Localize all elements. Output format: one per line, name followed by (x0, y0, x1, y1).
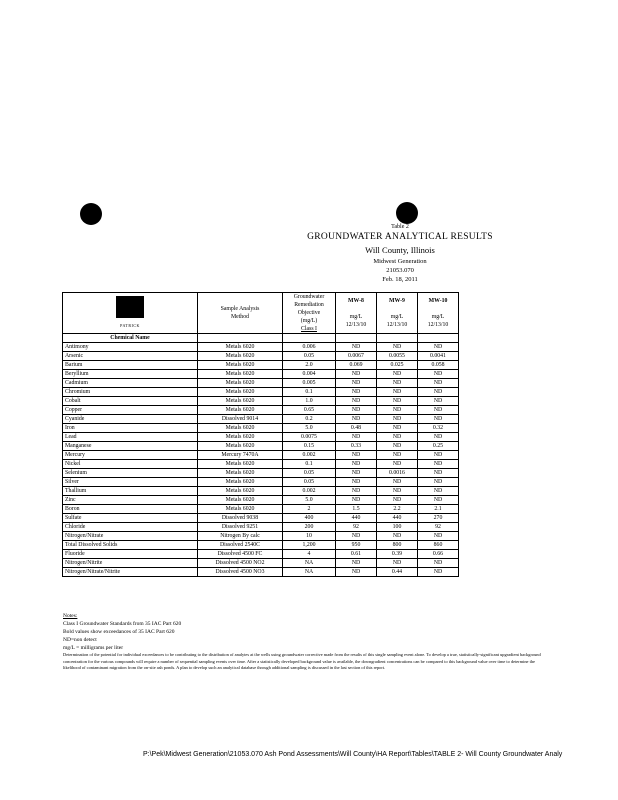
chemical-name: Chloride (63, 523, 198, 532)
mw8-value: 950 (336, 541, 377, 550)
analysis-method: Metals 6020 (198, 424, 283, 433)
notes-section (63, 612, 543, 672)
table-row (63, 550, 459, 559)
mw9-value: ND (377, 487, 418, 496)
standard-value: 1,200 (283, 541, 336, 550)
mw10-value: 0.66 (418, 550, 459, 559)
mw9-value: ND (377, 370, 418, 379)
analysis-method: Nitrogen By calc (198, 532, 283, 541)
analysis-method: Metals 6020 (198, 361, 283, 370)
table-row (63, 487, 459, 496)
table-row (63, 478, 459, 487)
chemical-name: Nitrogen/Nitrate/Nitrite (63, 568, 198, 577)
table-row (63, 424, 459, 433)
mw9-value: ND (377, 478, 418, 487)
mw9-value: 2.2 (377, 505, 418, 514)
table-row (63, 505, 459, 514)
table-row (63, 352, 459, 361)
standard-value: 2 (283, 505, 336, 514)
chemical-name: Chromium (63, 388, 198, 397)
location: Will County, Illinois (365, 245, 435, 255)
mw9-value: ND (377, 397, 418, 406)
mw10-value: 2.1 (418, 505, 459, 514)
mw8-value: ND (336, 532, 377, 541)
standard-value: 1.0 (283, 397, 336, 406)
chemical-name: Sulfate (63, 514, 198, 523)
mw9-value: ND (377, 460, 418, 469)
analysis-method: Metals 6020 (198, 478, 283, 487)
file-path-footer: P:\Pek\Midwest Generation\21053.070 Ash Pond Assessments\Will County\HA Report\Tables\TABLE 2- Will County Groundwater Analy (143, 751, 563, 758)
mw10-value: 0.058 (418, 361, 459, 370)
project-number: 21053.070 (386, 267, 414, 274)
mw9-value: 440 (377, 514, 418, 523)
analysis-method: Metals 6020 (198, 406, 283, 415)
mw10-value: ND (418, 559, 459, 568)
table-row (63, 496, 459, 505)
mw9-value: ND (377, 406, 418, 415)
analysis-method: Dissolved 4500 NO3 (198, 568, 283, 577)
analysis-method: Dissolved 9251 (198, 523, 283, 532)
mw8-value: ND (336, 397, 377, 406)
chemical-name: Cobalt (63, 397, 198, 406)
mw9-value: ND (377, 451, 418, 460)
mw9-value: 800 (377, 541, 418, 550)
mw9-value: 0.0055 (377, 352, 418, 361)
mw8-value: 0.48 (336, 424, 377, 433)
note-paragraph: Determination of the potential for individual exceedances to be contributing to the distribution of analytes at the wells using groundwater corrective made from the results of this single sampling event alone. To develop a true, statistically-significant upgradient background concentration for the various compounds will require a number of sequential sampling events over time. After a statistically developed background value is available, the downgradient concentrations can be compared to this background value over time to determine the likelihood of contaminant migration from the on-site ash ponds. A plan to develop such an analytical database through additional sampling is discussed in the last section of this report. (63, 652, 541, 670)
table-row (63, 514, 459, 523)
mw10-value: ND (418, 370, 459, 379)
mw10-value: 92 (418, 523, 459, 532)
chemical-name: Total Dissolved Solids (63, 541, 198, 550)
chemical-name: Nickel (63, 460, 198, 469)
mw9-value: 100 (377, 523, 418, 532)
mw10-value: ND (418, 406, 459, 415)
chemical-name-header: Chemical Name (63, 334, 198, 343)
mw8-value: 1.5 (336, 505, 377, 514)
mw9-value: ND (377, 379, 418, 388)
standard-value: 0.005 (283, 379, 336, 388)
analysis-method: Metals 6020 (198, 433, 283, 442)
mw10-value: ND (418, 487, 459, 496)
standard-value: 200 (283, 523, 336, 532)
standard-value: 400 (283, 514, 336, 523)
standard-value: 0.006 (283, 343, 336, 352)
analysis-method: Dissolved 9038 (198, 514, 283, 523)
standard-value: 0.002 (283, 487, 336, 496)
mw8-value: 0.33 (336, 442, 377, 451)
table-row (63, 451, 459, 460)
well-header-mw10: MW-10 mg/L 12/13/10 (418, 293, 459, 334)
standard-value: 10 (283, 532, 336, 541)
standard-value: 0.1 (283, 460, 336, 469)
mw10-value: 0.25 (418, 442, 459, 451)
chemical-name: Thallium (63, 487, 198, 496)
analysis-method: Metals 6020 (198, 343, 283, 352)
mw8-value: ND (336, 478, 377, 487)
well-header-mw8: MW-8 mg/L 12/13/10 (336, 293, 377, 334)
chemical-name: Beryllium (63, 370, 198, 379)
table-row (63, 559, 459, 568)
chemical-name: Cadmium (63, 379, 198, 388)
chemical-name: Selenium (63, 469, 198, 478)
mw8-value: ND (336, 469, 377, 478)
mw10-value: ND (418, 496, 459, 505)
mw8-value: 440 (336, 514, 377, 523)
note-line: ND=non detect (63, 637, 97, 643)
mw8-value: ND (336, 433, 377, 442)
mw10-value: ND (418, 568, 459, 577)
mw8-value: ND (336, 379, 377, 388)
standard-value: NA (283, 559, 336, 568)
mw8-value: ND (336, 343, 377, 352)
table-row (63, 532, 459, 541)
mw8-value: ND (336, 370, 377, 379)
chemical-name: Barium (63, 361, 198, 370)
chemical-name: Cyanide (63, 415, 198, 424)
mw10-value: ND (418, 343, 459, 352)
analysis-method: Dissolved 2540C (198, 541, 283, 550)
page-title: GROUNDWATER ANALYTICAL RESULTS (307, 232, 493, 242)
note-line: Class I Groundwater Standards from 35 IAC Part 620 (63, 621, 182, 627)
company-logo (116, 296, 144, 318)
analysis-method: Dissolved 4500 FC (198, 550, 283, 559)
chemical-name: Copper (63, 406, 198, 415)
note-line: mg/L = milligrams per liter (63, 645, 124, 651)
standard-value: 0.2 (283, 415, 336, 424)
mw9-value: 0.44 (377, 568, 418, 577)
mw8-value: 0.0067 (336, 352, 377, 361)
standard-value: 5.0 (283, 424, 336, 433)
analysis-method: Metals 6020 (198, 388, 283, 397)
chemical-name: Boron (63, 505, 198, 514)
mw8-value: ND (336, 415, 377, 424)
standard-value: 0.05 (283, 469, 336, 478)
method-header: Sample Analysis Method (198, 293, 283, 334)
chemical-name: Nitrogen/Nitrate (63, 532, 198, 541)
table-row (63, 415, 459, 424)
mw8-value: ND (336, 487, 377, 496)
mw10-value: ND (418, 415, 459, 424)
chemical-name: Silver (63, 478, 198, 487)
mw9-value: ND (377, 424, 418, 433)
chemical-name: Arsenic (63, 352, 198, 361)
mw9-value: 0.0016 (377, 469, 418, 478)
mw9-value: ND (377, 415, 418, 424)
table-row (63, 433, 459, 442)
standard-value: 0.1 (283, 388, 336, 397)
chemical-name: Zinc (63, 496, 198, 505)
analysis-method: Metals 6020 (198, 496, 283, 505)
mw9-value: ND (377, 343, 418, 352)
mw8-value: ND (336, 460, 377, 469)
note-line: Bold values show exceedances of 35 IAC Part 620 (63, 629, 175, 635)
mw10-value: ND (418, 460, 459, 469)
mw8-value: 0.61 (336, 550, 377, 559)
report-date: Feb. 18, 2011 (382, 276, 418, 283)
table-row (63, 379, 459, 388)
mw8-value: ND (336, 406, 377, 415)
mw8-value: ND (336, 451, 377, 460)
standard-value: 0.65 (283, 406, 336, 415)
logo-cell (63, 293, 198, 334)
table-row (63, 406, 459, 415)
mw9-value: ND (377, 559, 418, 568)
standard-value: 0.05 (283, 352, 336, 361)
binder-hole-right (396, 202, 418, 224)
table-row (63, 388, 459, 397)
standard-value: 0.15 (283, 442, 336, 451)
analysis-method: Metals 6020 (198, 469, 283, 478)
results-table (62, 292, 459, 577)
mw9-value: 0.39 (377, 550, 418, 559)
binder-hole-left (80, 203, 102, 225)
standard-value: 4 (283, 550, 336, 559)
mw8-value: 0.069 (336, 361, 377, 370)
company-logo-text: PATRICK (120, 323, 140, 328)
mw9-value: ND (377, 496, 418, 505)
mw8-value: 92 (336, 523, 377, 532)
table-row (63, 343, 459, 352)
analysis-method: Metals 6020 (198, 352, 283, 361)
table-row (63, 523, 459, 532)
table-row (63, 541, 459, 550)
mw10-value: 270 (418, 514, 459, 523)
standard-value: 2.0 (283, 361, 336, 370)
standard-value: 5.0 (283, 496, 336, 505)
table-row (63, 442, 459, 451)
chemical-name: Mercury (63, 451, 198, 460)
table-number: Table 2 (391, 224, 409, 230)
mw10-value: 860 (418, 541, 459, 550)
mw10-value: ND (418, 469, 459, 478)
chemical-name: Lead (63, 433, 198, 442)
chemical-name: Iron (63, 424, 198, 433)
analysis-method: Metals 6020 (198, 460, 283, 469)
analysis-method: Dissolved 9014 (198, 415, 283, 424)
standard-value: 0.004 (283, 370, 336, 379)
standard-value: 0.002 (283, 451, 336, 460)
analysis-method: Metals 6020 (198, 442, 283, 451)
analysis-method: Metals 6020 (198, 370, 283, 379)
mw10-value: ND (418, 433, 459, 442)
table-row (63, 568, 459, 577)
analysis-method: Metals 6020 (198, 487, 283, 496)
mw9-value: ND (377, 388, 418, 397)
mw9-value: 0.025 (377, 361, 418, 370)
table-row (63, 397, 459, 406)
mw8-value: ND (336, 559, 377, 568)
table-row (63, 370, 459, 379)
analysis-method: Metals 6020 (198, 397, 283, 406)
chemical-name: Nitrogen/Nitrite (63, 559, 198, 568)
mw8-value: ND (336, 568, 377, 577)
chemical-name: Manganese (63, 442, 198, 451)
mw10-value: ND (418, 397, 459, 406)
table-row (63, 361, 459, 370)
standard-value: 0.0075 (283, 433, 336, 442)
analysis-method: Metals 6020 (198, 379, 283, 388)
analysis-method: Dissolved 4500 NO2 (198, 559, 283, 568)
mw10-value: 0.0041 (418, 352, 459, 361)
standard-header: Groundwater Remediation Objective (mg/L) Class I (283, 293, 336, 334)
analysis-method: Metals 6020 (198, 505, 283, 514)
mw9-value: ND (377, 442, 418, 451)
mw9-value: ND (377, 433, 418, 442)
table-row (63, 460, 459, 469)
standard-value: 0.05 (283, 478, 336, 487)
mw10-value: ND (418, 478, 459, 487)
standard-value: NA (283, 568, 336, 577)
well-header-mw9: MW-9 mg/L 12/13/10 (377, 293, 418, 334)
chemical-name: Fluoride (63, 550, 198, 559)
chemical-name: Antimony (63, 343, 198, 352)
mw10-value: 0.32 (418, 424, 459, 433)
mw8-value: ND (336, 496, 377, 505)
client-name: Midwest Generation (373, 258, 427, 265)
table-row (63, 469, 459, 478)
notes-title: Notes: (63, 613, 78, 619)
mw10-value: ND (418, 379, 459, 388)
mw9-value: ND (377, 532, 418, 541)
mw10-value: ND (418, 532, 459, 541)
mw10-value: ND (418, 451, 459, 460)
mw10-value: ND (418, 388, 459, 397)
analysis-method: Mercury 7470A (198, 451, 283, 460)
mw8-value: ND (336, 388, 377, 397)
